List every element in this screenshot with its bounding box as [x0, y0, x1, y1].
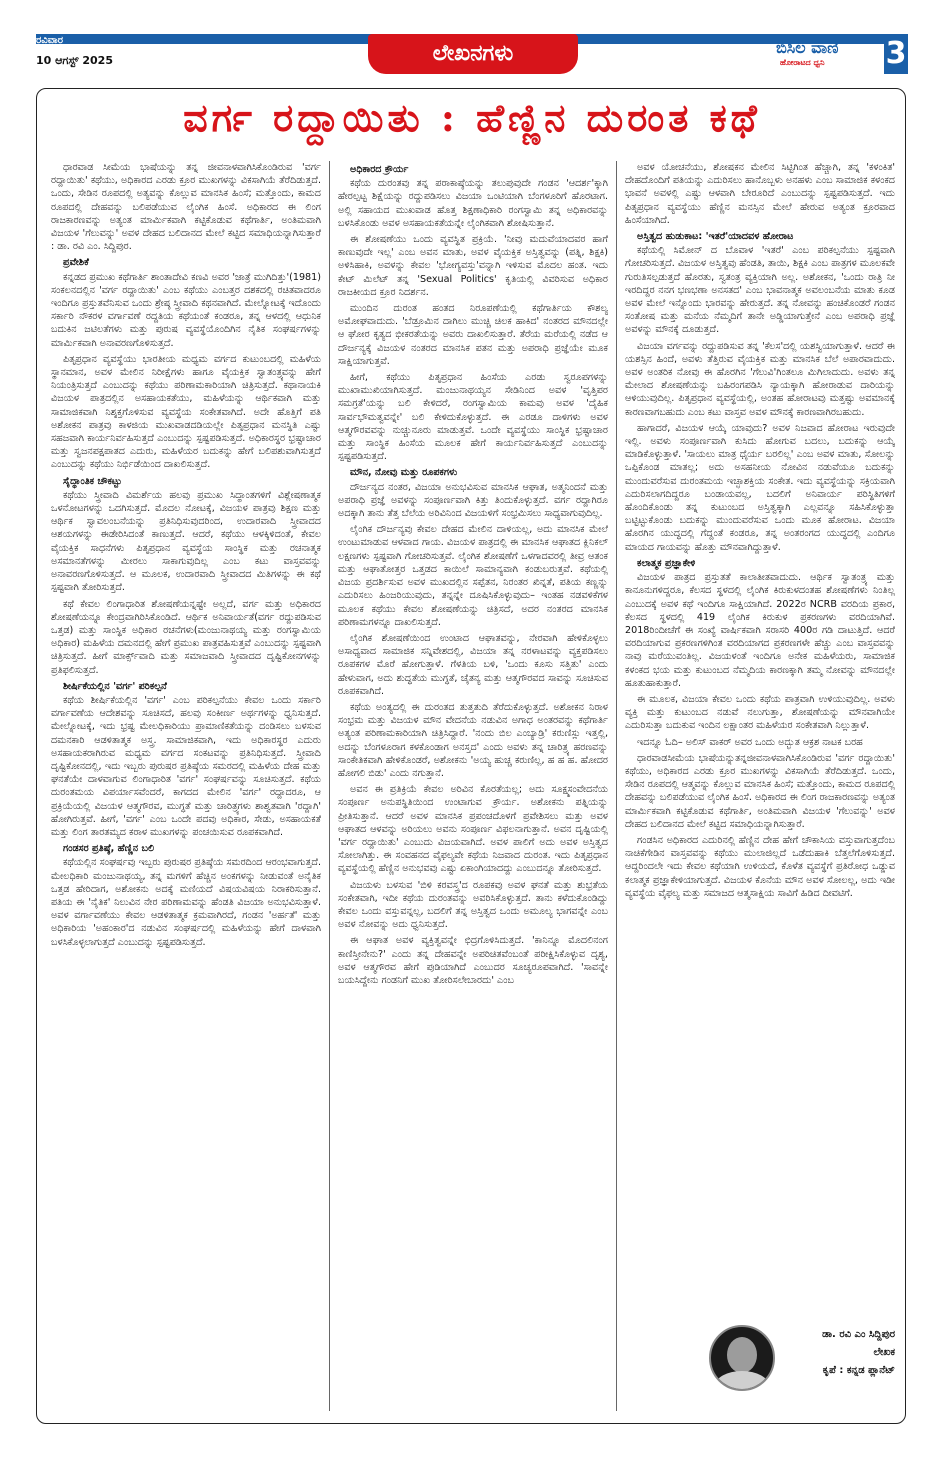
paragraph: ಧಾರವಾಡಸೀಮೆಯ ಭಾಷೆಯನ್ನುತನ್ನಜೀವನಾಳವಾಗಿಸಿಕೊಂಡಿರುವ 'ವರ್ಗ ರದ್ದಾಯಿತು' ಕಥೆಯು, ಅಧಿಕಾರದ ಎರಡು ಕ್ರೂರ ಮುಖಗಳನ್ನು ವಿಕಸಾಗಿಯೆ ತೆರೆದಿಡುತ್ತದೆ. ಒಂದು, ಸೇಡಿನ ರೂಪದಲ್ಲಿ ಆತ್ಮವನ್ನು ಕೊಲ್ಲುವ ಮಾನಸಿಕ ಹಿಂಸೆ; ಮತ್ತೊಂದು, ಕಾಮದ ರೂಪದಲ್ಲಿ ದೇಹವನ್ನು ಬಲಿಪಡೆಯುವ ಲೈಂಗಿಕ ಹಿಂಸೆ. ಅಧಿಕಾರದ ಈ ಲಿಂಗ ರಾಜಕಾರಣವನ್ನು ಅತ್ಯಂತ ಮಾರ್ಮಿಕವಾಗಿ ಕಟ್ಟಿಕೊಡುವ ಕಥೆಗಾರ್ತಿ, ಅಂತಿಮವಾಗಿ ವಿಜಯಳ 'ಗೆಲುವನ್ನು' ಅವಳ ದೇಹದ ಬಲಿದಾನದ ಮೇಲೆ ಕಟ್ಟಿದ ಸಮಾಧಿಯನ್ನಾಗಿಸುತ್ತಾರೆ.: [625, 752, 895, 830]
subheading: ಶೀರ್ಷಿಕೆಯಲ್ಲಿನ 'ವರ್ಗ' ಪರಿಕಲ್ಪನೆ: [63, 680, 167, 692]
paragraph: ದೌರ್ಜನ್ಯದ ನಂತರ, ವಿಜಯಾ ಅನುಭವಿಸುವ ಮಾನಸಿಕ ಆಘಾತ, ಅತ್ಮನಿಂದನೆ ಮತ್ತು ಅಪರಾಧಿ ಪ್ರಜ್ಞೆ ಅವಳನ್ನು ಸಂಪೂರ್ಣವಾಗಿ ಕಿತ್ತು ತಿಂದುಕೊಳ್ಳುತ್ತದೆ. ವರ್ಗ ರದ್ದಾಗಿರೂ ಅದಕ್ಕಾಗಿ ತಾನು ತೆತ್ತ ಬೆಲೆಯ ಅರಿವಿನಿಂದ ವಿಜಯಳಿಗೆ ಸಂಭ್ರಮಿಸಲು ಸಾಧ್ಯವಾಗುವುದಿಲ್ಲ.: [338, 481, 608, 520]
paragraph: ಲೈಂಗಿಕ ಶೋಷಣೆಯಿಂದ ಉಂಟಾದ ಆಘಾತವನ್ನು, ನೇರವಾಗಿ ಹೇಳಿಕೊಳ್ಳಲು ಅಸಾಧ್ಯವಾದ ಸಾಮಾಜಿಕ ಸನ್ನಿವೇಶದಲ್ಲಿ, ವಿಜಯಾ ತನ್ನ ನರಳಾಟವನ್ನು ವ್ಯಕ್ತಪಡಿಸಲು ರೂಪಕಗಳ ಮೊರೆ ಹೋಗುತ್ತಾಳೆ. ಗೆಳತಿಯ ಬಳಿ, 'ಒಂದು ಕೂಸು ಸತ್ತಿತು' ಎಂದು ಹೇಳುವಾಗ, ಅದು ಶುದ್ಧತೆಯ ಮುಗ್ಧತೆ, ಚೈತನ್ಯ ಮತ್ತು ಆತ್ಮಗೌರವದ ಸಾವನ್ನು ಸೂಚಿಸುವ ರೂಪಕವಾಗಿದೆ.: [338, 632, 608, 697]
article-frame: [36, 88, 906, 1424]
section-tab: ಲೇಖನಗಳು: [368, 34, 578, 74]
author-block: [625, 1325, 895, 1405]
paragraph: ಅವನ ಈ ಪ್ರತಿಕ್ರಿಯೆ ಕೇವಲ ಅರಿವಿನ ಕೊರತೆಯಲ್ಲ; ಅದು ಸೂಕ್ಷ್ಮಸಂವೇದನೆಯ ಸಂಪೂರ್ಣ ಅನುಪಸ್ಥಿತಿಯಿಂದ ಉಂಟಾಗುವ ಕ್ರೌರ್ಯ. ಅಶೋಕನು ಪತ್ನಿಯನ್ನು ಪ್ರೀತಿಸುತ್ತಾನೆ. ಆದರೆ ಅವಳ ಮಾನಸಿಕ ಪ್ರಪಂಚದೊಳಗೆ ಪ್ರವೇಶಿಸಲು ಮತ್ತು ಅವಳ ಆಘಾತದ ಆಳವನ್ನು ಅರಿಯಲು ಅವನು ಸಂಪೂರ್ಣ ವಿಫಲನಾಗುತ್ತಾನೆ. ಅವನ ದೃಷ್ಟಿಯಲ್ಲಿ 'ವರ್ಗ ರದ್ದಾಯಿತು' ಎಂಬುದು ವಿಜಯವಾಗಿದೆ. ಅವಳ ಪಾಲಿಗೆ ಅದು ಅವಳ ಅಸ್ತಿತ್ವದ ಸೋಲಾಗಿತ್ತು. ಈ ಸಂವಹನದ ವೈಫಲ್ಯವೇ ಕಥೆಯ ನಿಜವಾದ ದುರಂತ. ಇದು ಪಿತೃಪ್ರಧಾನ ವ್ಯವಸ್ಥೆಯಲ್ಲಿ ಹೆಣ್ಣಿನ ಅನುಭವವು ಎಷ್ಟು ಏಕಾಂಗಿಯಾದದ್ದು ಎಂಬುದನ್ನೂ ತೋರಿಸುತ್ತದೆ.: [338, 784, 608, 875]
brand-logo: [776, 38, 908, 72]
author-credit: ಕೃಪೆ : ಕನ್ನಡ ಪ್ಲಾನೆಟ್: [822, 1365, 895, 1376]
paragraph: ಕನ್ನಡದ ಪ್ರಮುಖ ಕಥೆಗಾರ್ತಿ ಶಾಂತಾದೇವಿ ಕಣವಿ ಅವರ 'ಜಾತ್ರೆ ಮುಗಿದಿತ್ತು'(1981) ಸಂಕಲನದಲ್ಲಿನ 'ವರ್ಗ ರದ್ದಾಯಿತು' ಎಂಬ ಕಥೆಯು ಎಂಬತ್ತರ ದಶಕದಲ್ಲಿ ರಚಿತವಾದರೂ ಇಂದಿಗೂ ಪ್ರಸ್ತುತವೆನಿಸುವ ಒಂದು ಶ್ರೇಷ್ಠ ಸ್ತ್ರೀವಾದಿ ಕಥನವಾಗಿದೆ. ಮೇಲ್ನೋಟಕ್ಕೆ ಇದೊಂದು ಸರ್ಕಾರಿ ನೌಕರಳ ವರ್ಗಾವಣೆ ರದ್ದತಿಯ ಕಥೆಯಂತೆ ಕಂಡರೂ, ತನ್ನ ಆಳದಲ್ಲಿ ಆಧುನಿಕ ಬದುಕಿನ ಜಟಿಲತೆಗಳು ಮತ್ತು ಪುರುಷ ವ್ಯವಸ್ಥೆಯೊಂದಿಗಿನ ನೈತಿಕ ಸಂಘರ್ಷಗಳನ್ನು ಮಾರ್ಮಿಕವಾಗಿ ಅನಾವರಣಗೊಳಿಸುತ್ತದೆ.: [51, 271, 321, 349]
author-name: ಡಾ. ರವಿ ಎಂ ಸಿದ್ದಿಪುರ: [822, 1329, 895, 1340]
masthead: [0, 0, 945, 80]
article-column-3: [625, 161, 895, 1411]
author-role: ಲೇಖಕ: [873, 1347, 895, 1358]
article-column-2: [338, 161, 608, 1411]
paragraph: ಕಥೆಯಲ್ಲಿನ ಸಂಘರ್ಷವು ಇಬ್ಬರು ಪುರುಷರ ಪ್ರತಿಷ್ಠೆಯ ಸಮರದಿಂದ ಆರಂಭವಾಗುತ್ತದೆ. ಮೇಲಧಿಕಾರಿ ಮಂಜುನಾಥಯ್ಯ, ತನ್ನ ಮಗಳಿಗೆ ಹೆಚ್ಚಿನ ಅಂಕಗಳನ್ನು ನೀಡುವಂತೆ ಅನೈತಿಕ ಒತ್ತಡ ಹೇರಿದಾಗ, ಅಶೋಕನು ಅದಕ್ಕೆ ಮಣಿಯದೆ ವಿಷಯವಿಷಯ ನಿರಾಕರಿಸುತ್ತಾನೆ. ಪತಿಯ ಈ 'ನೈತಿಕ' ನಿಲುವಿನ ನೇರ ಪರಿಣಾಮವನ್ನು ಹೆಂಡತಿ ವಿಜಯಾ ಅನುಭವಿಸುತ್ತಾಳೆ. ಅವಳ ವರ್ಗಾವಣೆಯು ಕೇವಲ ಆಡಳಿತಾತ್ಮಕ ಕ್ರಮವಾಗಿರದೆ, ಗಂಡನ 'ಅರ್ಹತೆ' ಮತ್ತು ಅಧಿಕಾರಿಯ 'ಅಹಂಕಾರ'ದ ನಡುವಿನ ಸಂಘರ್ಷದಲ್ಲಿ ಮಹಿಳೆಯನ್ನು ಹೇಗೆ ದಾಳವಾಗಿ ಬಳಸಿಕೊಳ್ಳಲಾಗುತ್ತದೆ ಎಂಬುದನ್ನು ಸ್ಪಷ್ಟಪಡಿಸುತ್ತದೆ.: [51, 857, 321, 948]
masthead-date: 10 ಆಗಸ್ಟ್ 2025: [36, 54, 113, 67]
paragraph: ಪಿತೃಪ್ರಧಾನ ವ್ಯವಸ್ಥೆಯು ಭಾರತೀಯ ಮಧ್ಯಮ ವರ್ಗದ ಕುಟುಂಬದಲ್ಲಿ ಮಹಿಳೆಯ ಸ್ಥಾನಮಾನ, ಅವಳ ಮೇಲಿನ ನಿರೀಕ್ಷೆಗಳು ಹಾಗೂ ವೈಯಕ್ತಿಕ ಸ್ವಾತಂತ್ರ್ಯವನ್ನು ಹೇಗೆ ನಿಯಂತ್ರಿಸುತ್ತದೆ ಎಂಬುದನ್ನು ಕಥೆಯು ಪರಿಣಾಮಕಾರಿಯಾಗಿ ಚಿತ್ರಿಸುತ್ತದೆ. ಕಥಾನಾಯಕಿ ವಿಜಯಳ ಪಾತ್ರದಲ್ಲಿನ ಅಸಹಾಯಕತೆಯು, ಮಹಿಳೆಯನ್ನು ಆರ್ಥಿಕವಾಗಿ ಮತ್ತು ಸಾಮಾಜಿಕವಾಗಿ ನಿಶ್ಶಕ್ತಗೊಳಿಸುವ ವ್ಯವಸ್ಥೆಯ ಸಂಕೇತವಾಗಿದೆ. ಅದೇ ಹೊತ್ತಿಗೆ ಪತಿ ಅಶೋಕನ ಪಾತ್ರವು ಕಾಳಜಿಯ ಮುಖವಾಡದಡಿಯಲ್ಲೇ ಪಿತೃಪ್ರಧಾನ ಮನಸ್ಥಿತಿ ಎಷ್ಟು ಸಹಜವಾಗಿ ಕಾರ್ಯನಿರ್ವಹಿಸುತ್ತದೆ ಎಂಬುದನ್ನು ಸ್ಪಷ್ಟಪಡಿಸುತ್ತದೆ. ಅಧಿಕಾರಸ್ಥರ ಭ್ರಷ್ಟಾಚಾರ ಮತ್ತು ಸ್ವಜನಪಕ್ಷಪಾತದ ಎದುರು, ಮಹಿಳೆಯರ ಬದುಕನ್ನು ಹೇಗೆ ಬಲಿಪಶುವಾಗಿಸುತ್ತದೆ ಎಂಬುದನ್ನು ಕಥೆಯು ನಿರ್ಭಿಡೆಯಿಂದ ದಾಖಲಿಸುತ್ತದೆ.: [51, 353, 321, 471]
paragraph: ಲೈಂಗಿಕ ದೌರ್ಜನ್ಯವು ಕೇವಲ ದೇಹದ ಮೇಲಿನ ದಾಳಿಯಲ್ಲ, ಅದು ಮಾನಸಿಕ ಮೇಲೆ ಉಂಟುಮಾಡುವ ಆಳವಾದ ಗಾಯ. ವಿಜಯಳ ಪಾತ್ರದಲ್ಲಿ ಈ ಮಾನಸಿಕ ಆಘಾತದ ಕ್ಲಿನಿಕಲ್ ಲಕ್ಷಣಗಳು ಸ್ಪಷ್ಟವಾಗಿ ಗೋಚರಿಸುತ್ತವೆ. ಲೈಂಗಿಕ ಶೋಷಣೆಗೆ ಒಳಗಾದವರಲ್ಲಿ ತೀವ್ರ ಆತಂಕ ಮತ್ತು ಆಘಾತೋತ್ತರ ಒತ್ತಡದ ಕಾಯಿಲೆ ಸಾಮಾನ್ಯವಾಗಿ ಕಂಡುಬರುತ್ತವೆ. ಕಥೆಯಲ್ಲಿ ವಿಜಯ ಪ್ರದರ್ಶಿಸುವ ಅವಳ ಮುಖದಲ್ಲಿನ ಸಪ್ಪೆತನ, ನಿರಂತರ ಖಿನ್ನತೆ, ಪತಿಯ ಕಣ್ಣನ್ನು ಎದುರಿಸಲು ಹಿಂಜರಿಯುವುದು, ತನ್ನನ್ನೇ ದೂಷಿಸಿಕೊಳ್ಳುವುದು– ಇಂತಹ ನಡವಳಿಕೆಗಳ ಮೂಲಕ ಕಥೆಯು ಕೇವಲ ಶೋಷಣೆಯನ್ನು ಚಿತ್ರಿಸದೆ, ಅದರ ನಂತರದ ಮಾನಸಿಕ ಪರಿಣಾಮಗಳನ್ನೂ ದಾಖಲಿಸುತ್ತದೆ.: [338, 524, 608, 628]
paragraph: ಹೀಗೆ, ಕಥೆಯು ಪಿತೃಪ್ರಧಾನ ಹಿಂಸೆಯ ಎರಡು ಸ್ವರೂಪಗಳನ್ನು ಮುಖಾಮುಖಿಯಾಗಿಸುತ್ತದೆ. ಮಂಜುನಾಥಯ್ಯನ ಸೇಡಿನಿಂದ ಅವಳ 'ವೃತ್ತಿಪರ ಸಮಗ್ರತೆ'ಯನ್ನು ಬಲಿ ಕೇಳಿದರೆ, ರಂಗಸ್ವಾಮಿಯ ಕಾಮವು ಅವಳ 'ದೈಹಿಕ ಸಾರ್ವಭೌಮತ್ವವನ್ನೇ' ಬಲಿ ಕೇಳಿದುಕೊಳ್ಳುತ್ತದೆ. ಈ ಎರಡೂ ದಾಳಿಗಳು ಅವಳ ಆತ್ಮಗೌರವವನ್ನು ನುಚ್ಚುನೂರು ಮಾಡುತ್ತವೆ. ಒಂದೇ ವ್ಯವಸ್ಥೆಯು ಸಾಂಸ್ಥಿಕ ಭ್ರಷ್ಟಾಚಾರ ಮತ್ತು ಸಾಂಸ್ಥಿಕ ಹಿಂಸೆಯ ಮೂಲಕ ಹೇಗೆ ಕಾರ್ಯನಿರ್ವಹಿಸುತ್ತದೆ ಎಂಬುದನ್ನು ಸ್ಪಷ್ಟಪಡಿಸುತ್ತದೆ.: [338, 372, 608, 463]
subheading: ಮೌನ, ನೋವು ಮತ್ತು ರೂಪಕಗಳು: [350, 467, 458, 479]
paragraph: ಕಥೆಯು ಸ್ತ್ರೀವಾದಿ ವಿಮರ್ಶೆಯ ಹಲವು ಪ್ರಮುಖ ಸಿದ್ಧಾಂತಗಳಿಗೆ ವಿಶ್ಲೇಷಣಾತ್ಮಕ ಒಳನೋಟಗಳನ್ನು ಒದಗಿಸುತ್ತದೆ. ಮೊದಲ ನೋಟಕ್ಕೆ, ವಿಜಯಳ ಪಾತ್ರವು ಶಿಕ್ಷಣ ಮತ್ತು ಆರ್ಥಿಕ ಸ್ವಾವಲಂಬನೆಯನ್ನು ಪ್ರತಿನಿಧಿಸುವುದರಿಂದ, ಉದಾರವಾದಿ ಸ್ತ್ರೀವಾದದ ಆಶಯಗಳನ್ನು ಈಡೇರಿಸಿದಂತೆ ಕಾಣುತ್ತದೆ. ಆದರೆ, ಕಥೆಯು ಆಳಕ್ಕಿಳಿದಂತೆ, ಕೇವಲ ವೈಯಕ್ತಿಕ ಸಾಧನೆಗಳು ಪಿತೃಪ್ರಧಾನ ವ್ಯವಸ್ಥೆಯ ಸಾಂಸ್ಥಿಕ ಮತ್ತು ರಚನಾತ್ಮಕ ಅಸಮಾನತೆಗಳನ್ನು ಮೀರಲು ಸಾಕಾಗುವುದಿಲ್ಲ ಎಂಬ ಕಟು ವಾಸ್ತವವನ್ನು ಅನಾವರಣಗೊಳಿಸುತ್ತದೆ. ಆ ಮೂಲಕ, ಉದಾರವಾದಿ ಸ್ತ್ರೀವಾದದ ಮಿತಿಗಳನ್ನು ಈ ಕಥೆ ಸ್ಪಷ್ಟವಾಗಿ ತೋರಿಸುತ್ತದೆ.: [51, 489, 321, 594]
paragraph: ಕಥೆಯ ದುರಂತವು ತನ್ನ ಪರಾಕಾಷ್ಠೆಯನ್ನು ತಲುಪುವುದೇ ಗಂಡನ 'ಆದರ್ಶ'ಕ್ಕಾಗಿ ಹೇರಲ್ಪಟ್ಟ ಶಿಕ್ಷೆಯನ್ನು ರದ್ದುಪಡಿಸಲು ವಿಜಯಾ ಒಂಟಿಯಾಗಿ ಬೆಂಗಳೂರಿಗೆ ಹೊರಟಾಗ. ಅಲ್ಲಿ ಸಹಾಯದ ಮುಖವಾಡ ಹೊತ್ತ ಶಿಕ್ಷಣಾಧಿಕಾರಿ ರಂಗಸ್ವಾಮಿ ತನ್ನ ಅಧಿಕಾರವನ್ನು ಬಳಸಿಕೊಂಡು ಅವಳ ಅಸಹಾಯಕತೆಯನ್ನೇ ಲೈಂಗಿಕವಾಗಿ ಶೋಷಿಸುತ್ತಾನೆ.: [338, 178, 608, 229]
subheading: ಸೈದ್ಧಾಂತಿಕ ಚೌಕಟ್ಟು: [63, 475, 122, 487]
paragraph: ಈ ಆಘಾತ ಅವಳ ವ್ಯಕ್ತಿತ್ವವನ್ನೇ ಛಿದ್ರಗೊಳಿಸಿದುತ್ತದೆ. 'ಕಾನಿನ್ನೂ ಮೊದಲಿನಂಗ ಕಾಣಿಸ್ತೀನೇನು?' ಎಂದು ತನ್ನ ದೇಹವನ್ನೇ ಅಪರಿಚಿತವೆಂಬಂತೆ ಪರೀಕ್ಷಿಸಿಕೊಳ್ಳುವ ದೃಶ್ಯ, ಅವಳ ಆತ್ಮಗೌರವ ಹೇಗೆ ಪುಡಿಯಾಗಿದೆ ಎಂಬುದರ ಸೂಚ್ಯರೂಪವಾಗಿದೆ. 'ಸಾವನ್ನೇ ಬಯಸಿದ್ದೇನು ಗಂಡನಿಗೆ ಮುಖ ತೋರಿಸಲೇಬಾರದು' ಎಂಬ: [338, 935, 608, 986]
subheading: ಅಧಿಕಾರದ ಕ್ರೌರ್ಯ: [350, 164, 409, 175]
paragraph: ಈ ಮೂಲಕ, ವಿಜಯಾ ಕೇವಲ ಒಂದು ಕಥೆಯ ಪಾತ್ರವಾಗಿ ಉಳಿಯುವುದಿಲ್ಲ. ಅವಳು ವ್ಯಕ್ತಿ ಮತ್ತು ಕುಟುಂಬದ ನಡುವೆ ನಲುಗುತ್ತಾ, ಶೋಷಣೆಯನ್ನು ಮೌನವಾಗಿಯೇ ಎದುರಿಸುತ್ತಾ ಬದುಕುವ ಇಂದಿನ ಲಕ್ಷಾಂತರ ಮಹಿಳೆಯರ ಸಂಕೇತವಾಗಿ ನಿಲ್ಲುತ್ತಾಳೆ.: [625, 693, 895, 732]
paragraph: ಕಥೆಯ ಶೀರ್ಷಿಕೆಯಲ್ಲಿನ 'ವರ್ಗ' ಎಂಬ ಪರಿಕಲ್ಪನೆಯು ಕೇವಲ ಒಂದು ಸರ್ಕಾರಿ ವರ್ಗಾವಣೆಯ ಆದೇಶವನ್ನು ಸೂಚಿಸದೆ, ಹಲವು ಸಂಕೀರ್ಣ ಅರ್ಥಗಳನ್ನು ಧ್ವನಿಸುತ್ತದೆ. ಮೇಲ್ನೋಟಕ್ಕೆ, ಇದು ಭ್ರಷ್ಟ ಮೇಲಧಿಕಾರಿಯು ಪ್ರಾಮಾಣಿಕತೆಯನ್ನು ದಂಡಿಸಲು ಬಳಸುವ ದಮನಕಾರಿ ಆಡಳಿತಾತ್ಮಕ ಅಸ್ತ್ರ. ಸಾಮಾಜಿಕವಾಗಿ, ಇದು ಅಧಿಕಾರಸ್ಥರ ಎದುರು ಅಸಹಾಯಕರಾಗಿರುವ ಮಧ್ಯಮ ವರ್ಗದ ಸಂಕಟವನ್ನು ಪ್ರತಿನಿಧಿಸುತ್ತದೆ. ಸ್ತ್ರೀವಾದಿ ದೃಷ್ಟಿಕೋನದಲ್ಲಿ, ಇದು ಇಬ್ಬರು ಪುರುಷರ ಪ್ರತಿಷ್ಠೆಯ ಸಮರದಲ್ಲಿ ಮಹಿಳೆಯ ದೇಹ ಮತ್ತು ಘನತೆಯೇ ದಾಳವಾಗುವ ಲಿಂಗಾಧಾರಿತ 'ವರ್ಗ' ಸಂಘರ್ಷವನ್ನು ಸೂಚಿಸುತ್ತದೆ. ಕಥೆಯ ದುರಂತಮಯ ವಿಪರ್ಯಾಸವೆಂದರೆ, ಕಾಗದದ ಮೇಲಿನ 'ವರ್ಗ' ರದ್ದಾದರೂ, ಆ ಪ್ರಕ್ರಿಯೆಯಲ್ಲಿ ವಿಜಯಳ ಆತ್ಮಗೌರವ, ಮುಗ್ಧತೆ ಮತ್ತು ಚಾರಿತ್ರ್ಯಗಳು ಶಾಶ್ವತವಾಗಿ 'ರದ್ದಾಗಿ' ಹೋಗಿರುತ್ತವೆ. ಹೀಗೆ, 'ವರ್ಗ' ಎಂಬ ಒಂದೇ ಪದವು ಅಧಿಕಾರ, ಸೇಡು, ಅಸಹಾಯಕತೆ ಮತ್ತು ಲಿಂಗ ತಾರತಮ್ಯದ ಕರಾಳ ಮುಖಗಳನ್ನು ಪಂಚಯಿಸುವ ರೂಪಕವಾಗಿದೆ.: [51, 694, 321, 838]
paragraph: ಕಥೆಯಲ್ಲಿ ಸಿಮೋನ್ ದ ಬೊವಾಳ 'ಇತರೆ' ಎಂಬ ಪರಿಕಲ್ಪನೆಯು ಸ್ಪಷ್ಟವಾಗಿ ಗೋಚರಿಸುತ್ತದೆ. ವಿಜಯಳ ಅಸ್ತಿತ್ವವು ಹೆಂಡತಿ, ತಾಯಿ, ಶಿಕ್ಷಕಿ ಎಂಬ ಪಾತ್ರಗಳ ಮೂಲಕವೇ ಗುರುತಿಸಲ್ಪಡುತ್ತದೆ ಹೊರತು, ಸ್ವತಂತ್ರ ವ್ಯಕ್ತಿಯಾಗಿ ಅಲ್ಲ. ಅಶೋಕನ, 'ಒಂದು ರಾತ್ರಿ ನೀ ಇರದಿದ್ದರ ನನಗ ಭಣಭಣಾ ಅನಸತದ' ಎಂಬ ಭಾವನಾತ್ಮಕ ಅವಲಂಬನೆಯ ಮಾತು ಕೂಡ ಅವಳ ಮೇಲೆ ಇನ್ನೊಂದು ಭಾರವನ್ನು ಹೇರುತ್ತದೆ. ತನ್ನ ನೋವನ್ನು ಹಂಚಿಕೊಂಡರೆ ಗಂಡನ ಸಂತೋಷ ಮತ್ತು ಮನೆಯ ನೆಮ್ಮದಿಗೆ ತಾನೇ ಅಡ್ಡಿಯಾಗುತ್ತೇನೆ ಎಂಬ ಅಪರಾಧಿ ಪ್ರಜ್ಞೆ ಅವಳನ್ನು ಮೌನಕ್ಕೆ ದೂಡುತ್ತದೆ.: [625, 245, 895, 336]
author-portrait-icon: [709, 1325, 775, 1391]
paragraph: ವಿಜಯಳ ಪಾತ್ರದ ಪ್ರಸ್ತುತತೆ ಕಾಲಾತೀತವಾದುದು. ಆರ್ಥಿಕ ಸ್ವಾತಂತ್ರ್ಯ ಮತ್ತು ಕಾನೂನುಗಳಿದ್ದರೂ, ಕೆಲಸದ ಸ್ಥಳದಲ್ಲಿ ಲೈಂಗಿಕ ಕಿರುಕುಳದಂತಹ ಶೋಷಣೆಗಳು ನಿಂತಿಲ್ಲ ಎಂಬುದಕ್ಕೆ ಅವಳ ಕಥೆ ಇಂದಿಗೂ ಸಾಕ್ಷಿಯಾಗಿದೆ. 2022ರ NCRB ವರದಿಯ ಪ್ರಕಾರ, ಕೆಲಸದ ಸ್ಥಳದಲ್ಲಿ 419 ಲೈಂಗಿಕ ಕಿರುಕುಳ ಪ್ರಕರಣಗಳು ವರದಿಯಾಗಿವೆ. 2018ರಿಂದೀಚೆಗೆ ಈ ಸಂಖ್ಯೆ ವಾರ್ಷಿಕವಾಗಿ ಸರಾಸರಿ 400ರ ಗಡಿ ದಾಟುತ್ತಿದೆ. ಆದರೆ ವರದಿಯಾಗುವ ಪ್ರಕರಣಗಳಿಗಿಂತ ವರದಿಯಾಗದ ಪ್ರಕರಣಗಳೇ ಹೆಚ್ಚು ಎಂಬ ವಾಸ್ತವವನ್ನು ನಾವು ಮರೆಯುವಂತಿಲ್ಲ. ವಿಜಯಳಂತೆ ಇಂದಿಗೂ ಅನೇಕ ಮಹಿಳೆಯರು, ಸಾಮಾಜಿಕ ಕಳಂಕದ ಭಯ ಮತ್ತು ಕುಟುಂಬದ ನೆಮ್ಮದಿಯ ಕಾರಣಕ್ಕಾಗಿ ತಮ್ಮ ನೋವನ್ನು ಮೌನದಲ್ಲೇ ಹೂತುಹಾಕುತ್ತಾರೆ.: [625, 572, 895, 689]
paragraph: ಈ ಶೋಷಣೆಯು ಒಂದು ವ್ಯವಸ್ಥಿತ ಪ್ರಕ್ರಿಯೆ. 'ನೀವು ಮದುವೆಯಾದವರ ಹಾಗೆ ಕಾಣುವುದೇ ಇಲ್ಲ' ಎಂಬ ಅವನ ಮಾತು, ಅವಳ ವೈಯಕ್ತಿಕ ಅಸ್ತಿತ್ವವನ್ನು (ಪತ್ನಿ, ಶಿಕ್ಷಕಿ) ಅಳಿಸಿಹಾಕಿ, ಅವಳನ್ನು ಕೇವಲ 'ಭೋಗ್ಯವಸ್ತು'ವನ್ನಾಗಿ ಇಳಿಸುವ ಮೊದಲ ಹಂತ. ಇದು ಕೇಟ್ ಮಿಲೆಟ್ ತನ್ನ 'Sexual Politics' ಕೃತಿಯಲ್ಲಿ ವಿವರಿಸುವ ಅಧಿಕಾರ ರಾಜಕೀಯದ ಕ್ರೂರ ನಿದರ್ಶನ.: [338, 234, 608, 298]
column-divider: [329, 161, 330, 1411]
subheading: ಪ್ರವೇಶಿಕೆ: [63, 257, 89, 269]
article-column-1: [51, 161, 321, 1411]
subheading: ಗಂಡಸರ ಪ್ರತಿಷ್ಠೆ, ಹೆಣ್ಣಿನ ಬಲಿ: [63, 843, 155, 855]
paragraph: ಕಥೆಯ ಅಂತ್ಯದಲ್ಲಿ ಈ ದುರಂತದ ತುತ್ತತುದಿ ತೆರೆದುಕೊಳ್ಳುತ್ತದೆ. ಅಶೋಕನ ನಿರಾಳ ಸಂಭ್ರಮ ಮತ್ತು ವಿಜಯಳ ಮೌನ ವೇದನೆಯ ನಡುವಿನ ಅಗಾಧ ಅಂತರವನ್ನು ಕಥೆಗಾರ್ತಿ ಅತ್ಯಂತ ಪರಿಣಾಮಕಾರಿಯಾಗಿ ಚಿತ್ರಿಸಿದ್ದಾರೆ. 'ನಂದು ಬಿಲ ಎಂಬ್ಯಾಡ್ರಿ' ಕರುಣಿಸ್ಲು ಇತ್ತಲ್ಲಿ, ಅದನ್ನು ಬೆಂಗಳೂರಾಗ ಕಳಕೊಂಡಾಗ ಅನಸ್ತದ' ಎಂದು ಅವಳು ತನ್ನ ಚಾರಿತ್ರ್ಯ ಹರಣವನ್ನು ಸಾಂಕೇತಿಕವಾಗಿ ಹೇಳಿಕೊಂಡರೆ, ಅಶೋಕನು 'ಅಯ್ಯ ಹುಚ್ಚ ಕರುಣಿಲ್ಲ, ಹ ಹ ಹ. ಹೋದರ ಹೋಗಲಿ ಬಿಡು' ಎಂದು ನಗುತ್ತಾನೆ.: [338, 701, 608, 779]
paragraph: ಮುಂದಿನ ದುರಂತ ಹಂತದ ನಿರೂಪಣೆಯಲ್ಲಿ ಕಥೆಗಾರ್ತಿಯ ಕೌಶಲ್ಯ ಅಮೋಘವಾದುದು. 'ಬೆಡ್ರೂಮಿನ ದಾಗಿಲು ಮುಚ್ಚಿ ಚಿಲಕ ಹಾಕಿದ' ನಂತರದ ಮೌನದಲ್ಲೇ ಆ ಘೋರ ಕೃತ್ಯದ ಭೀಕರತೆಯನ್ನು ಅವರು ದಾಖಲಿಸುತ್ತಾರೆ. ತೆರೆಯ ಮರೆಯಲ್ಲಿ ನಡೆದ ಆ ದೌರ್ಜನ್ಯಕ್ಕೆ ವಿಜಯಳ ನಂತರದ ಮಾನಸಿಕ ಪತನ ಮತ್ತು ಅಪರಾಧಿ ಪ್ರಜ್ಞೆಯೇ ಮೂಕ ಸಾಕ್ಷಿಯಾಗುತ್ತವೆ.: [338, 303, 608, 367]
paragraph: ಇದನ್ನೂ ಓದಿ– ಅಲಿಸ್ ವಾಕರ್ ಅವರ ಒಂದು ಅದ್ಭುತ ಆಕ್ರಶ ನಾಟಕ ಬರಹ: [637, 736, 863, 748]
paragraph: ಕಥೆ ಕೇವಲ ಲಿಂಗಾಧಾರಿತ ಶೋಷಣೆಯನ್ನಷ್ಟೇ ಅಲ್ಲದೆ, ವರ್ಗ ಮತ್ತು ಅಧಿಕಾರದ ಶೋಷಣೆಯನ್ನೂ ಕೇಂದ್ರವಾಗಿರಿಸಿಕೊಂಡಿದೆ. ಆರ್ಥಿಕ ಅನಿವಾರ್ಯತೆ(ವರ್ಗ ರದ್ದುಪಡಿಸುವ ಒತ್ತಡ) ಮತ್ತು ಸಾಂಸ್ಥಿಕ ಅಧಿಕಾರ ರಚನೆಗಳು(ಮಂಜುನಾಥಯ್ಯ ಮತ್ತು ರಂಗಸ್ವಾಮಿಯ ಅಧಿಕಾರ) ಮಹಿಳೆಯ ದಮನದಲ್ಲಿ ಹೇಗೆ ಪ್ರಮುಖ ಪಾತ್ರವಹಿಸುತ್ತವೆ ಎಂಬುದನ್ನು ಸ್ಪಷ್ಟವಾಗಿ ಚಿತ್ರಿಸುತ್ತದೆ. ಹೀಗೆ ಮಾರ್ಕ್ಸ್‌ವಾದಿ ಮತ್ತು ಸಮಾಜವಾದಿ ಸ್ತ್ರೀವಾದದ ದೃಷ್ಟಿಕೋನಗಳನ್ನು ಪ್ರತಿಫಲಿಸುತ್ತದೆ.: [51, 598, 321, 676]
paragraph: ಹಾಗಾದರೆ, ವಿಜಯಳ ಆಯ್ಕೆ ಯಾವುದು? ಅವಳ ನಿಜವಾದ ಹೋರಾಟ ಇರುವುದೇ ಇಲ್ಲಿ. ಅವಳು ಸಂಪೂರ್ಣವಾಗಿ ಕುಸಿದು ಹೋಗುವ ಬದಲು, ಬದುಕನ್ನು ಆಯ್ಕೆ ಮಾಡಿಕೊಳ್ಳುತ್ತಾಳೆ. 'ಸಾಯಲು ಮಾತ್ರ ಧೈರ್ಯ ಬರಲಿಲ್ಲ' ಎಂಬ ಅವಳ ಮಾತು, ಸೋಲನ್ನು ಒಪ್ಪಿಕೊಂಡ ಮಾತಲ್ಲ; ಅದು ಅಸಹನೀಯ ನೋವಿನ ನಡುವೆಯೂ ಬದುಕನ್ನು ಮುಂದುವರೆಸುವ ದುರಂತಮಯ ಇಚ್ಛಾಶಕ್ತಿಯ ಸಂಕೇತ. ಇದು ವ್ಯವಸ್ಥೆಯನ್ನು ಸಕ್ರಿಯವಾಗಿ ಎದುರಿಸಲಾಗದಿದ್ದರೂ ಬಂಡಾಯವಲ್ಲ, ಬದಲಿಗೆ ಅನಿವಾರ್ಯ ಪರಿಸ್ಥಿತಿಗಳಿಗೆ ಹೊಂದಿಕೊಂಡು ತನ್ನ ಕುಟುಂಬದ ಅಸ್ತಿತ್ವಕ್ಕಾಗಿ ಎಲ್ಲವನ್ನೂ ಸಹಿಸಿಕೊಳ್ಳುತ್ತಾ ಬಟ್ಟಿಟ್ಟುಕೊಂಡು ಬದುಕನ್ನು ಮುಂದುವರೆಸುವ ಒಂದು ಮೂಕ ಹೋರಾಟ. ವಿಜಯಾ ಹೊರಗಿನ ಯುದ್ಧದಲ್ಲಿ ಗೆದ್ದಂತೆ ಕಂಡರೂ, ತನ್ನ ಅಂತರಂಗದ ಯುದ್ಧದಲ್ಲಿ ಎಂದಿಗೂ ಮಾಯದ ಗಾಯವನ್ನು ಹೊತ್ತು ಮೌನವಾಗಿದ್ದುತ್ತಾಳೆ.: [625, 422, 895, 553]
paragraph: ವಿಜಯಳು ಬಳಸುವ 'ಬಿಳಿ ಕರವಸ್ತ್ರ'ದ ರೂಪಕವು ಅವಳ ಘನತೆ ಮತ್ತು ಶುಭ್ರತೆಯ ಸಂಕೇತವಾಗಿ, ಇದೀ ಕಥೆಯ ದುರಂತವನ್ನು ಅವರಿಸಿಕೊಳ್ಳುತ್ತದೆ. ತಾನು ಕಳೆದುಕೊಂಡಿದ್ದು ಕೇವಲ ಒಂದು ವಸ್ತುವನ್ನಲ್ಲ, ಬದಲಿಗೆ ತನ್ನ ಅಸ್ತಿತ್ವದ ಒಂದು ಅಮೂಲ್ಯ ಭಾಗವನ್ನೇ ಎಂಬ ಅವಳ ನೋವನ್ನು ಅದು ಧ್ವನಿಸುತ್ತದೆ.: [338, 879, 608, 931]
paragraph: ವಿಜಯಾ ವರ್ಗವನ್ನು ರದ್ದುಪಡಿಸುವ ತನ್ನ 'ಕೆಲಸ'ದಲ್ಲಿ ಯಶಸ್ವಿಯಾಗುತ್ತಾಳೆ. ಆದರೆ ಈ ಯಶಸ್ಸಿನ ಹಿಂದೆ, ಅವಳು ತೆತ್ತಿರುವ ವೈಯಕ್ತಿಕ ಮತ್ತು ಮಾನಸಿಕ ಬೆಲೆ ಅಪಾರವಾದುದು. ಅವಳ ಅಂತರಿಕ ನೋವು ಈ ಹೊರಗಿನ 'ಗೆಲುವಿ'ಗಿಂತಲೂ ಮಿಗಿಲಾದುದು. ಅವಳು ತನ್ನ ಮೇಲಾದ ಶೋಷಣೆಯನ್ನು ಬಹಿರಂಗಪಡಿಸಿ ನ್ಯಾಯಕ್ಕಾಗಿ ಹೋರಾಡುವ ದಾರಿಯನ್ನು ಆಳಿಯುವುದಿಲ್ಲ. ಪಿತೃಪ್ರಧಾನ ವ್ಯವಸ್ಥೆಯಲ್ಲಿ, ಅಂತಹ ಹೋರಾಟವು ಮತ್ತಷ್ಟು ಅವಮಾನಕ್ಕೆ ಕಾರಣವಾಗಬಹುದು ಎಂಬ ಕಟು ವಾಸ್ತವ ಅವಳ ಮೌನಕ್ಕೆ ಕಾರಣವಾಗಿರಬಹುದು.: [625, 340, 895, 418]
article-columns: [51, 161, 895, 1411]
paragraph: ಅವಳ ಯೋಚನೆಯು, ಶೋಷಕನ ಮೇಲಿನ ಸಿಟ್ಟಿಗಿಂತ ಹೆಚ್ಚಾಗಿ, ತನ್ನ 'ಕಳಂಕಿತ' ದೇಹದೊಂದಿಗೆ ಪತಿಯನ್ನು ಎದುರಿಸಲು ಹಾನೊಬ್ಬಳು ಅನಹಳು ಎಂಬ ಸಾಮಾಜಿಕ ಕಳಂಕದ ಭಾವನೆ ಅವಳಲ್ಲಿ ಎಷ್ಟು ಆಳವಾಗಿ ಬೇರೂರಿದೆ ಎಂಬುದನ್ನು ಸ್ಪಷ್ಟಪಡಿಸುತ್ತದೆ. ಇದು ಪಿತೃಪ್ರಧಾನ ವ್ಯವಸ್ಥೆಯು ಹೆಣ್ಣಿನ ಮನಸ್ಸಿನ ಮೇಲೆ ಹೇರುವ ಅತ್ಯಂತ ಕ್ರೂರವಾದ ಹಿಂಸೆಯಾಗಿದೆ.: [625, 162, 895, 226]
column-divider: [616, 161, 617, 1411]
brand-tagline: ಹೋರಾಟದ ಧ್ವನಿ: [780, 58, 825, 67]
page-number: 3: [884, 34, 908, 74]
paragraph: ಗಂಡಸಿನ ಅಧಿಕಾರದ ಎದುರಿನಲ್ಲಿ ಹೆಣ್ಣಿನ ದೇಹ ಹೇಗೆ ಚೌಕಾಸಿಯ ವಸ್ತುವಾಗುತ್ತದೆಂಬ ನಾಚಿಕೆಗೇಡಿನ ವಾಸ್ತವವನ್ನು ಕಥೆಯು ಮುಲಾಜಿಲ್ಲದೆ ಒಡೆದುಹಾಕಿ ಬೆತ್ತಲೆಗೊಳಿಸುತ್ತದೆ. ಆದ್ದರಿಂದಲೇ ಇದು ಕೇವಲ ಕಥೆಯಾಗಿ ಉಳಿಯದೆ, ಕೊಳೆತ ವ್ಯವಸ್ಥೆಗೆ ಪ್ರತಿರೋಧ ಒಡ್ಡುವ ಕಲಾತ್ಮಕ ಪ್ರಜ್ಞಾಕೇಳಿಯಾಗುತ್ತದೆ. ವಿಜಯಳ ಕೊನೆಯ ಮೌನ ಅವಳ ಸೋಲಲ್ಲ, ಅದು ಇಡೀ ವ್ಯವಸ್ಥೆಯ ವೈಫಲ್ಯ ಮತ್ತು ಸಮಾಜದ ಆತ್ಮಸಾಕ್ಷಿಯ ಸಾವಿಗೆ ಹಿಡಿದ ದೀವಟಿಗೆ.: [625, 834, 895, 899]
subheading: ಕಲಾತ್ಮಕ ಪ್ರಜ್ಞಾಕೇಳಿ: [637, 557, 696, 569]
brand-name: ಬಿಸಿಲ ವಾಣಿ: [776, 38, 839, 57]
article-headline: ವರ್ಗ ರದ್ದಾಯಿತು : ಹೆಣ್ಣಿನ ದುರಂತ ಕಥೆ: [183, 95, 761, 140]
subheading: ಅಸ್ತಿತ್ವದ ಹುಡುಕಾಟ: 'ಇತರೆ'ಯಾದವಳ ಹೋರಾಟ: [637, 231, 794, 243]
paragraph: ಧಾರವಾಡ ಸೀಮೆಯ ಭಾಷೆಯನ್ನು ತನ್ನ ಜೀವನಾಳವಾಗಿಸಿಕೊಂಡಿರುವ 'ವರ್ಗ ರದ್ದಾಯಿತು' ಕಥೆಯು, ಅಧಿಕಾರದ ಎರಡು ಕ್ರೂರ ಮುಖಗಳನ್ನು ವಿಕಸಾಗಿಯೆ ತೆರೆದಿಡುತ್ತದೆ. ಒಂದು, ಸೇಡಿನ ರೂಪದಲ್ಲಿ ಅತ್ಯವನ್ನು ಕೊಲ್ಲುವ ಮಾನಸಿಕ ಹಿಂಸೆ; ಮತ್ತೊಂದು, ಕಾಮದ ರೂಪದಲ್ಲಿ ದೇಹವನ್ನು ಬಲಿಪಡೆಯುವ ಲೈಂಗಿಕ ಹಿಂಸೆ. ಅಧಿಕಾರದ ಈ ಲಿಂಗ ರಾಜಕಾರಣವನ್ನು ಅತ್ಯಂತ ಮಾರ್ಮಿಕವಾಗಿ ಕಟ್ಟಿಕೊಡುವ ಕಥೆಗಾರ್ತಿ, ಅಂತಿಮವಾಗಿ ವಿಜಯಳ 'ಗೆಲುವನ್ನು' ಅವಳ ದೇಹದ ಬಲಿದಾನದ ಮೇಲೆ ಕಟ್ಟಿದ ಸಮಾಧಿಯನ್ನಾಗಿಸುತ್ತಾರೆ : ಡಾ. ರವಿ ಎಂ. ಸಿದ್ದಿಪುರ.: [51, 162, 321, 253]
masthead-day: ರವಿವಾರ: [36, 35, 63, 46]
